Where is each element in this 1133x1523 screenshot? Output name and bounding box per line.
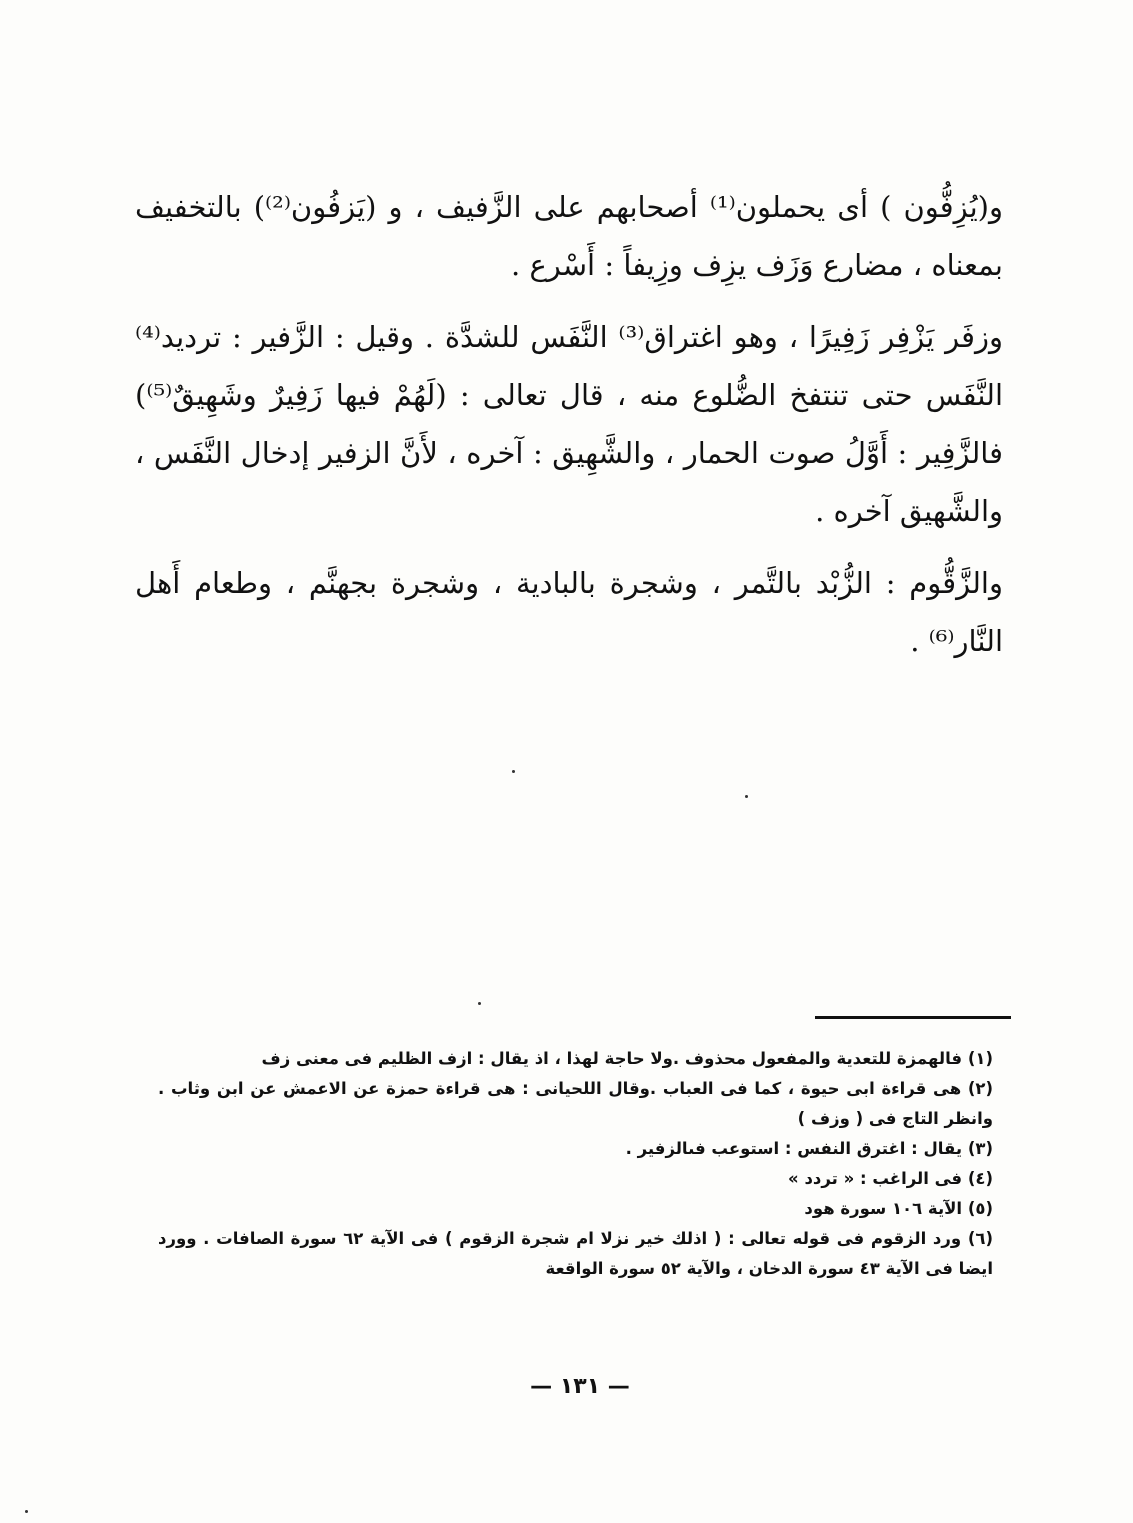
footnote-3: (٣) يقال : اغترق النفس : استوعب فىالزفير . (625, 1139, 993, 1158)
main-text-block (135, 178, 1003, 684)
paragraph-zafir: وزفَر يَزْفِر زَفِيرًا ، وهو اغتراق⁽³⁾ النَّفَس للشدَّة . وقيل : الزَّفير : ترديد⁽⁴⁾ النَّفَس حتى تنتفخ الضُّلوع منه ، قال تعالى : (لَهُمْ فيها زَفِيرٌ وشَهِيقٌ⁽⁵⁾) فالزَّفِير : أَوَّلُ صوت الحمار ، والشَّهِيق : آخره ، لأَنَّ الزفير إدخال النَّفَس ، والشَّهيق آخره . (135, 320, 1003, 528)
scan-speck (25, 1510, 28, 1513)
footnote-5: (٥) الآية ١٠٦ سورة هود (804, 1199, 993, 1218)
paragraph-zaqqum: والزَّقُّوم : الزُّبْد بالتَّمر ، وشجرة بالبادية ، وشجرة بجهنَّم ، وطعام أَهل النَّار⁽⁶⁾ . (135, 566, 1003, 658)
scan-speck (478, 1002, 481, 1005)
footnote-1: (١) فالهمزة للتعدية والمفعول محذوف .ولا حاجة لهذا ، اذ يقال : ازف الظليم فى معنى زف (261, 1049, 993, 1068)
footnote-6: (٦) ورد الزقوم فى قوله تعالى : ( اذلك خير نزلا ام شجرة الزقوم ) فى الآية ٦٢ سورة الصافات . وورد ايضا فى الآية ٤٣ سورة الدخان ، والآية ٥٢ سورة الواقعة (158, 1229, 994, 1278)
scan-speck (512, 770, 515, 773)
footnote-separator (815, 1016, 1011, 1019)
scan-speck (745, 795, 748, 798)
footnote-4: (٤) فى الراغب : « تردد » (788, 1169, 993, 1188)
page-number: — ١٣١ — (530, 1374, 630, 1399)
footnote-2: (٢) هى قراءة ابى حيوة ، كما فى العباب .وقال اللحيانى : هى قراءة حمزة عن الاعمش عن ابن وثاب . وانظر التاج فى ( وزف ) (158, 1079, 993, 1128)
paragraph-yaziffun: و(يُزِفُّون ) أى يحملون⁽¹⁾ أصحابهم على الزَّفيف ، و (يَزفُون⁽²⁾) بالتخفيف بمعناه ، مضارع وَزَف يزِف وزِيفاً : أَسْرع . (135, 190, 1003, 282)
footnotes-block (158, 1044, 993, 1284)
